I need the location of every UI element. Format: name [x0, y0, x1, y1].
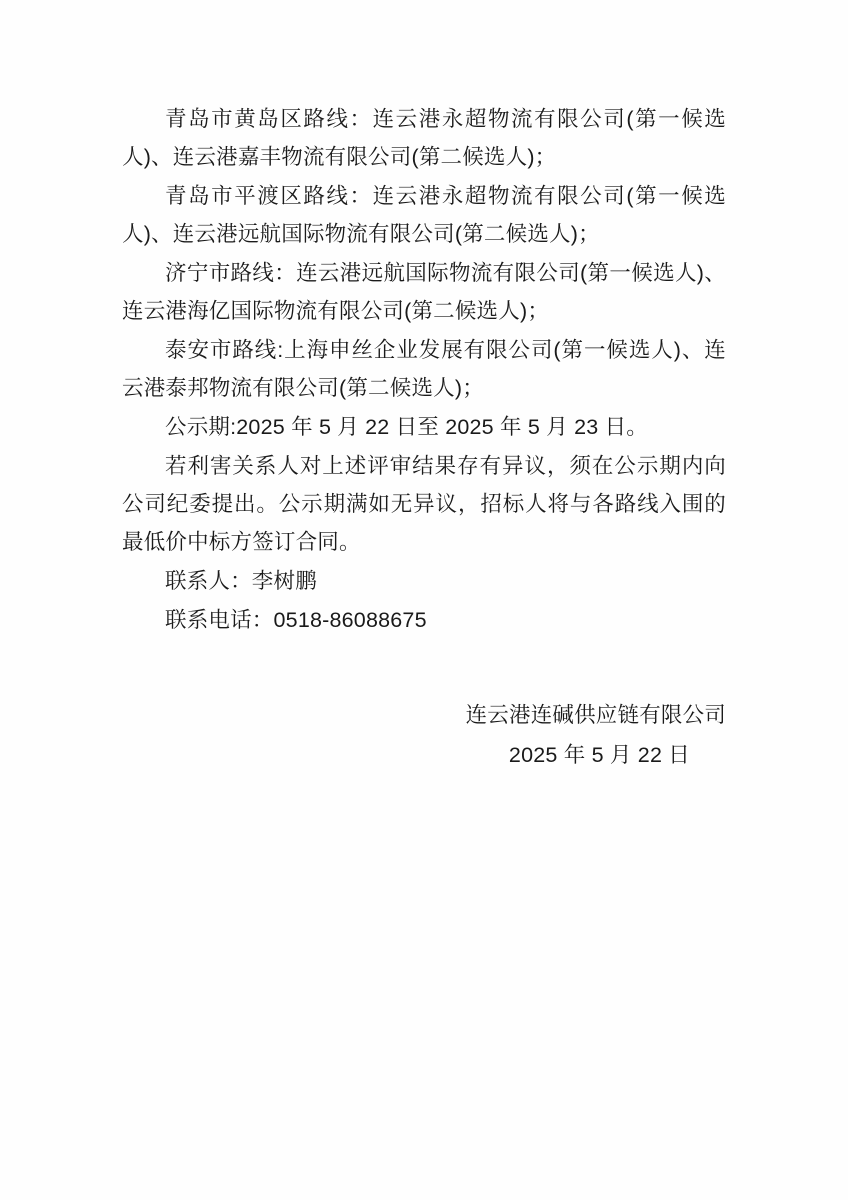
paragraph-route-jining: 济宁市路线：连云港远航国际物流有限公司(第一候选人)、连云港海亿国际物流有限公司(第二候选人)； — [122, 261, 726, 323]
paragraph-route-huangdao: 青岛市黄岛区路线：连云港永超物流有限公司(第一候选人)、连云港嘉丰物流有限公司(第二候选人)； — [122, 107, 726, 169]
paragraph-objection-notice: 若利害关系人对上述评审结果存有异议，须在公示期内向公司纪委提出。公示期满如无异议，招标人将与各路线入围的最低价中标方签订合同。 — [122, 454, 726, 554]
document-body — [122, 100, 726, 775]
paragraph-contact-phone: 联系电话：0518-86088675 — [165, 608, 427, 632]
paragraph-contact-person: 联系人：李树鹏 — [165, 569, 317, 593]
signature-date: 2025 年 5 月 22 日 — [508, 743, 690, 767]
signature-block — [122, 695, 726, 775]
signature-company: 连云港连碱供应链有限公司 — [465, 703, 726, 727]
paragraph-route-taian: 泰安市路线:上海申丝企业发展有限公司(第一候选人)、连云港泰邦物流有限公司(第二候选人)； — [122, 338, 726, 400]
paragraph-route-pingdu: 青岛市平渡区路线：连云港永超物流有限公司(第一候选人)、连云港远航国际物流有限公司(第二候选人)； — [122, 184, 726, 246]
paragraph-announcement-period: 公示期:2025 年 5 月 22 日至 2025 年 5 月 23 日。 — [165, 415, 648, 439]
